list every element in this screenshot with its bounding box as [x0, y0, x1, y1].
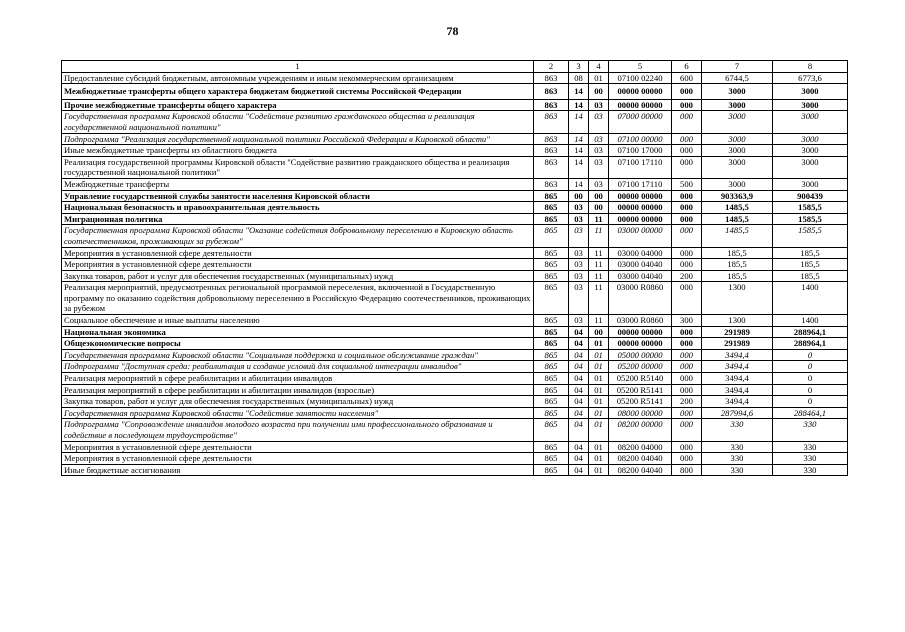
target-article-cell: 03000 04000	[609, 247, 672, 259]
target-article-cell: 05200 R5140	[609, 373, 672, 385]
subsection-code-cell: 11	[589, 225, 609, 247]
subsection-code-cell: 03	[589, 111, 609, 133]
column-header: 8	[773, 61, 848, 73]
expense-type-cell: 000	[672, 145, 702, 157]
section-code-cell: 04	[569, 373, 589, 385]
item-name-cell: Мероприятия в установленной сфере деятельности	[62, 441, 534, 453]
item-name-cell: Социальное обеспечение и иные выплаты населению	[62, 315, 534, 327]
amount-year-2-cell: 3000	[773, 145, 848, 157]
expense-type-cell: 000	[672, 361, 702, 373]
amount-year-2-cell: 1585,5	[773, 213, 848, 225]
amount-year-1-cell: 3000	[702, 178, 773, 190]
ministry-code-cell: 863	[534, 133, 569, 145]
amount-year-1-cell: 3000	[702, 133, 773, 145]
table-row	[62, 396, 848, 408]
subsection-code-cell: 11	[589, 213, 609, 225]
amount-year-1-cell: 3000	[702, 111, 773, 133]
table-row	[62, 373, 848, 385]
expense-type-cell: 000	[672, 419, 702, 441]
subsection-code-cell: 01	[589, 407, 609, 419]
expense-type-cell: 000	[672, 453, 702, 465]
section-code-cell: 03	[569, 213, 589, 225]
amount-year-2-cell: 0	[773, 361, 848, 373]
expense-type-cell: 600	[672, 72, 702, 84]
expense-type-cell: 000	[672, 84, 702, 100]
table-row	[62, 111, 848, 133]
amount-year-1-cell: 287994,6	[702, 407, 773, 419]
ministry-code-cell: 865	[534, 361, 569, 373]
item-name-cell: Мероприятия в установленной сфере деятельности	[62, 247, 534, 259]
amount-year-2-cell: 330	[773, 453, 848, 465]
target-article-cell: 00000 00000	[609, 84, 672, 100]
target-article-cell: 07100 00000	[609, 133, 672, 145]
target-article-cell: 07100 17110	[609, 178, 672, 190]
ministry-code-cell: 865	[534, 453, 569, 465]
expense-type-cell: 200	[672, 270, 702, 282]
table-row	[62, 259, 848, 271]
section-code-cell: 14	[569, 84, 589, 100]
table-row	[62, 133, 848, 145]
amount-year-2-cell: 0	[773, 384, 848, 396]
ministry-code-cell: 863	[534, 178, 569, 190]
subsection-code-cell: 01	[589, 453, 609, 465]
subsection-code-cell: 00	[589, 84, 609, 100]
table-row	[62, 441, 848, 453]
section-code-cell: 00	[569, 190, 589, 202]
expense-type-cell: 200	[672, 396, 702, 408]
item-name-cell: Национальная экономика	[62, 326, 534, 338]
item-name-cell: Реализация мероприятий в сфере реабилитации и абилитации инвалидов (взрослые)	[62, 384, 534, 396]
section-code-cell: 04	[569, 338, 589, 350]
table-row	[62, 156, 848, 178]
table-row	[62, 419, 848, 441]
expense-type-cell: 800	[672, 464, 702, 476]
ministry-code-cell: 865	[534, 441, 569, 453]
item-name-cell: Мероприятия в установленной сфере деятельности	[62, 453, 534, 465]
amount-year-2-cell: 3000	[773, 84, 848, 100]
table-row	[62, 84, 848, 100]
column-header: 2	[534, 61, 569, 73]
ministry-code-cell: 865	[534, 270, 569, 282]
expense-type-cell: 000	[672, 99, 702, 111]
table-row	[62, 247, 848, 259]
expense-type-cell: 000	[672, 213, 702, 225]
subsection-code-cell: 01	[589, 441, 609, 453]
section-code-cell: 04	[569, 396, 589, 408]
section-code-cell: 04	[569, 384, 589, 396]
amount-year-1-cell: 3000	[702, 156, 773, 178]
column-header: 6	[672, 61, 702, 73]
budget-table	[61, 60, 848, 476]
ministry-code-cell: 865	[534, 326, 569, 338]
section-code-cell: 03	[569, 247, 589, 259]
amount-year-2-cell: 288964,1	[773, 338, 848, 350]
subsection-code-cell: 03	[589, 99, 609, 111]
section-code-cell: 08	[569, 72, 589, 84]
ministry-code-cell: 865	[534, 315, 569, 327]
subsection-code-cell: 01	[589, 361, 609, 373]
subsection-code-cell: 01	[589, 464, 609, 476]
target-article-cell: 03000 04040	[609, 259, 672, 271]
subsection-code-cell: 03	[589, 156, 609, 178]
target-article-cell: 05200 00000	[609, 361, 672, 373]
subsection-code-cell: 01	[589, 373, 609, 385]
table-row	[62, 338, 848, 350]
amount-year-2-cell: 185,5	[773, 247, 848, 259]
ministry-code-cell: 865	[534, 373, 569, 385]
amount-year-1-cell: 330	[702, 419, 773, 441]
item-name-cell: Мероприятия в установленной сфере деятельности	[62, 259, 534, 271]
expense-type-cell: 000	[672, 373, 702, 385]
amount-year-1-cell: 330	[702, 441, 773, 453]
section-code-cell: 04	[569, 464, 589, 476]
amount-year-1-cell: 3494,4	[702, 349, 773, 361]
section-code-cell: 04	[569, 326, 589, 338]
section-code-cell: 03	[569, 282, 589, 315]
ministry-code-cell: 865	[534, 349, 569, 361]
item-name-cell: Управление государственной службы занятости населения Кировской области	[62, 190, 534, 202]
section-code-cell: 04	[569, 441, 589, 453]
target-article-cell: 03000 R0860	[609, 282, 672, 315]
table-row	[62, 72, 848, 84]
expense-type-cell: 500	[672, 178, 702, 190]
subsection-code-cell: 03	[589, 145, 609, 157]
table-row	[62, 453, 848, 465]
section-code-cell: 03	[569, 259, 589, 271]
amount-year-1-cell: 185,5	[702, 247, 773, 259]
target-article-cell: 03000 R0860	[609, 315, 672, 327]
table-row	[62, 145, 848, 157]
subsection-code-cell: 01	[589, 384, 609, 396]
expense-type-cell: 000	[672, 225, 702, 247]
ministry-code-cell: 863	[534, 145, 569, 157]
item-name-cell: Государственная программа Кировской области "Содействие развитию гражданского общества и реализация государственной национальной политики"	[62, 111, 534, 133]
amount-year-1-cell: 3000	[702, 99, 773, 111]
expense-type-cell: 000	[672, 190, 702, 202]
table-row	[62, 407, 848, 419]
target-article-cell: 03000 00000	[609, 225, 672, 247]
column-header: 5	[609, 61, 672, 73]
table-row	[62, 225, 848, 247]
target-article-cell: 00000 00000	[609, 338, 672, 350]
item-name-cell: Национальная безопасность и правоохранительная деятельность	[62, 202, 534, 214]
target-article-cell: 00000 00000	[609, 213, 672, 225]
target-article-cell: 00000 00000	[609, 202, 672, 214]
ministry-code-cell: 865	[534, 396, 569, 408]
section-code-cell: 03	[569, 270, 589, 282]
table-row	[62, 349, 848, 361]
amount-year-2-cell: 1585,5	[773, 225, 848, 247]
item-name-cell: Подпрограмма "Сопровождение инвалидов молодого возраста при получении ими профессионального образования и содействие в последующем трудоустройстве"	[62, 419, 534, 441]
subsection-code-cell: 03	[589, 178, 609, 190]
table-body	[62, 72, 848, 476]
target-article-cell: 08200 04040	[609, 464, 672, 476]
table-row	[62, 361, 848, 373]
table-row	[62, 315, 848, 327]
expense-type-cell: 000	[672, 156, 702, 178]
table-row	[62, 190, 848, 202]
subsection-code-cell: 01	[589, 396, 609, 408]
table-row	[62, 270, 848, 282]
subsection-code-cell: 03	[589, 133, 609, 145]
item-name-cell: Предоставление субсидий бюджетным, автономным учреждениям и иным некоммерческим организациям	[62, 72, 534, 84]
ministry-code-cell: 865	[534, 338, 569, 350]
target-article-cell: 00000 00000	[609, 190, 672, 202]
expense-type-cell: 300	[672, 315, 702, 327]
item-name-cell: Закупка товаров, работ и услуг для обеспечения государственных (муниципальных) нужд	[62, 396, 534, 408]
amount-year-2-cell: 3000	[773, 111, 848, 133]
item-name-cell: Реализация мероприятий в сфере реабилитации и абилитации инвалидов	[62, 373, 534, 385]
table-row	[62, 202, 848, 214]
item-name-cell: Подпрограмма "Реализация государственной национальной политики Российской Федерации в Кировской области"	[62, 133, 534, 145]
ministry-code-cell: 865	[534, 282, 569, 315]
expense-type-cell: 000	[672, 247, 702, 259]
section-code-cell: 14	[569, 145, 589, 157]
column-header: 1	[62, 61, 534, 73]
amount-year-2-cell: 3000	[773, 156, 848, 178]
item-name-cell: Прочие межбюджетные трансферты общего характера	[62, 99, 534, 111]
subsection-code-cell: 00	[589, 202, 609, 214]
section-code-cell: 14	[569, 178, 589, 190]
ministry-code-cell: 865	[534, 407, 569, 419]
table-row	[62, 99, 848, 111]
table-row	[62, 213, 848, 225]
target-article-cell: 07100 17000	[609, 145, 672, 157]
amount-year-2-cell: 330	[773, 464, 848, 476]
amount-year-1-cell: 185,5	[702, 259, 773, 271]
subsection-code-cell: 01	[589, 72, 609, 84]
amount-year-2-cell: 288964,1	[773, 326, 848, 338]
ministry-code-cell: 863	[534, 156, 569, 178]
item-name-cell: Миграционная политика	[62, 213, 534, 225]
amount-year-1-cell: 330	[702, 453, 773, 465]
expense-type-cell: 000	[672, 441, 702, 453]
subsection-code-cell: 00	[589, 190, 609, 202]
expense-type-cell: 000	[672, 407, 702, 419]
amount-year-2-cell: 0	[773, 373, 848, 385]
amount-year-2-cell: 185,5	[773, 259, 848, 271]
expense-type-cell: 000	[672, 338, 702, 350]
table-row	[62, 464, 848, 476]
column-header: 3	[569, 61, 589, 73]
ministry-code-cell: 865	[534, 247, 569, 259]
amount-year-2-cell: 185,5	[773, 270, 848, 282]
section-code-cell: 14	[569, 156, 589, 178]
expense-type-cell: 000	[672, 384, 702, 396]
target-article-cell: 05200 R5141	[609, 396, 672, 408]
amount-year-2-cell: 0	[773, 396, 848, 408]
section-code-cell: 04	[569, 419, 589, 441]
item-name-cell: Реализация государственной программы Кировской области "Содействие развитию гражданского общества и реализация государственной национальной политики"	[62, 156, 534, 178]
table-row	[62, 178, 848, 190]
amount-year-2-cell: 1400	[773, 282, 848, 315]
amount-year-2-cell: 3000	[773, 178, 848, 190]
subsection-code-cell: 11	[589, 270, 609, 282]
target-article-cell: 07000 00000	[609, 111, 672, 133]
item-name-cell: Подпрограмма "Доступная среда: реабилитация и создание условий для социальной интеграции инвалидов"	[62, 361, 534, 373]
expense-type-cell: 000	[672, 133, 702, 145]
amount-year-1-cell: 3494,4	[702, 396, 773, 408]
ministry-code-cell: 863	[534, 84, 569, 100]
amount-year-1-cell: 3494,4	[702, 384, 773, 396]
expense-type-cell: 000	[672, 111, 702, 133]
amount-year-2-cell: 1585,5	[773, 202, 848, 214]
target-article-cell: 05000 00000	[609, 349, 672, 361]
subsection-code-cell: 11	[589, 259, 609, 271]
subsection-code-cell: 00	[589, 326, 609, 338]
amount-year-1-cell: 903363,9	[702, 190, 773, 202]
amount-year-1-cell: 3494,4	[702, 373, 773, 385]
section-code-cell: 04	[569, 407, 589, 419]
subsection-code-cell: 01	[589, 338, 609, 350]
table-row	[62, 282, 848, 315]
amount-year-2-cell: 3000	[773, 99, 848, 111]
amount-year-2-cell: 3000	[773, 133, 848, 145]
section-code-cell: 04	[569, 453, 589, 465]
amount-year-2-cell: 1400	[773, 315, 848, 327]
amount-year-2-cell: 900439	[773, 190, 848, 202]
item-name-cell: Государственная программа Кировской области "Оказание содействия добровольному переселению в Кировскую область соотечественников, проживающих за рубежом"	[62, 225, 534, 247]
amount-year-2-cell: 330	[773, 441, 848, 453]
subsection-code-cell: 01	[589, 419, 609, 441]
item-name-cell: Межбюджетные трансферты	[62, 178, 534, 190]
section-code-cell: 14	[569, 111, 589, 133]
amount-year-1-cell: 185,5	[702, 270, 773, 282]
column-header: 4	[589, 61, 609, 73]
expense-type-cell: 000	[672, 349, 702, 361]
target-article-cell: 05200 R5141	[609, 384, 672, 396]
target-article-cell: 08000 00000	[609, 407, 672, 419]
expense-type-cell: 000	[672, 202, 702, 214]
amount-year-2-cell: 0	[773, 349, 848, 361]
subsection-code-cell: 11	[589, 247, 609, 259]
section-code-cell: 04	[569, 349, 589, 361]
ministry-code-cell: 865	[534, 225, 569, 247]
item-name-cell: Реализация мероприятий, предусмотренных региональной программой переселения, включенной в Государственную программу по оказанию содействия добровольному переселению в Российскую Федерацию соотечественников, проживающих за рубежом	[62, 282, 534, 315]
section-code-cell: 14	[569, 99, 589, 111]
target-article-cell: 07100 17110	[609, 156, 672, 178]
section-code-cell: 04	[569, 361, 589, 373]
target-article-cell: 08200 04040	[609, 453, 672, 465]
ministry-code-cell: 865	[534, 419, 569, 441]
ministry-code-cell: 863	[534, 72, 569, 84]
amount-year-1-cell: 3494,4	[702, 361, 773, 373]
ministry-code-cell: 865	[534, 259, 569, 271]
amount-year-2-cell: 330	[773, 419, 848, 441]
amount-year-2-cell: 288464,1	[773, 407, 848, 419]
item-name-cell: Закупка товаров, работ и услуг для обеспечения государственных (муниципальных) нужд	[62, 270, 534, 282]
target-article-cell: 07100 02240	[609, 72, 672, 84]
expense-type-cell: 000	[672, 326, 702, 338]
amount-year-1-cell: 291989	[702, 338, 773, 350]
amount-year-1-cell: 1300	[702, 315, 773, 327]
item-name-cell: Иные межбюджетные трансферты из областного бюджета	[62, 145, 534, 157]
ministry-code-cell: 865	[534, 213, 569, 225]
amount-year-1-cell: 1485,5	[702, 225, 773, 247]
table-row	[62, 326, 848, 338]
amount-year-1-cell: 291989	[702, 326, 773, 338]
item-name-cell: Государственная программа Кировской области "Социальная поддержка и социальное обслуживание граждан"	[62, 349, 534, 361]
ministry-code-cell: 865	[534, 202, 569, 214]
amount-year-1-cell: 3000	[702, 84, 773, 100]
ministry-code-cell: 863	[534, 99, 569, 111]
expense-type-cell: 000	[672, 259, 702, 271]
target-article-cell: 00000 00000	[609, 99, 672, 111]
expense-type-cell: 000	[672, 282, 702, 315]
section-code-cell: 14	[569, 133, 589, 145]
section-code-cell: 03	[569, 315, 589, 327]
subsection-code-cell: 11	[589, 315, 609, 327]
table-row	[62, 384, 848, 396]
subsection-code-cell: 11	[589, 282, 609, 315]
ministry-code-cell: 865	[534, 190, 569, 202]
target-article-cell: 00000 00000	[609, 326, 672, 338]
amount-year-1-cell: 6744,5	[702, 72, 773, 84]
amount-year-1-cell: 1485,5	[702, 213, 773, 225]
ministry-code-cell: 865	[534, 464, 569, 476]
ministry-code-cell: 863	[534, 111, 569, 133]
subsection-code-cell: 01	[589, 349, 609, 361]
item-name-cell: Межбюджетные трансферты общего характера бюджетам бюджетной системы Российской Федерации	[62, 84, 534, 100]
item-name-cell: Иные бюджетные ассигнования	[62, 464, 534, 476]
item-name-cell: Государственная программа Кировской области "Содействие занятости населения"	[62, 407, 534, 419]
section-code-cell: 03	[569, 202, 589, 214]
ministry-code-cell: 865	[534, 384, 569, 396]
amount-year-2-cell: 6773,6	[773, 72, 848, 84]
target-article-cell: 08200 00000	[609, 419, 672, 441]
column-header: 7	[702, 61, 773, 73]
page-number: 78	[446, 24, 459, 38]
amount-year-1-cell: 330	[702, 464, 773, 476]
amount-year-1-cell: 1300	[702, 282, 773, 315]
column-number-row	[62, 61, 848, 73]
target-article-cell: 08200 04000	[609, 441, 672, 453]
item-name-cell: Общеэкономические вопросы	[62, 338, 534, 350]
section-code-cell: 03	[569, 225, 589, 247]
amount-year-1-cell: 1485,5	[702, 202, 773, 214]
amount-year-1-cell: 3000	[702, 145, 773, 157]
target-article-cell: 03000 04040	[609, 270, 672, 282]
